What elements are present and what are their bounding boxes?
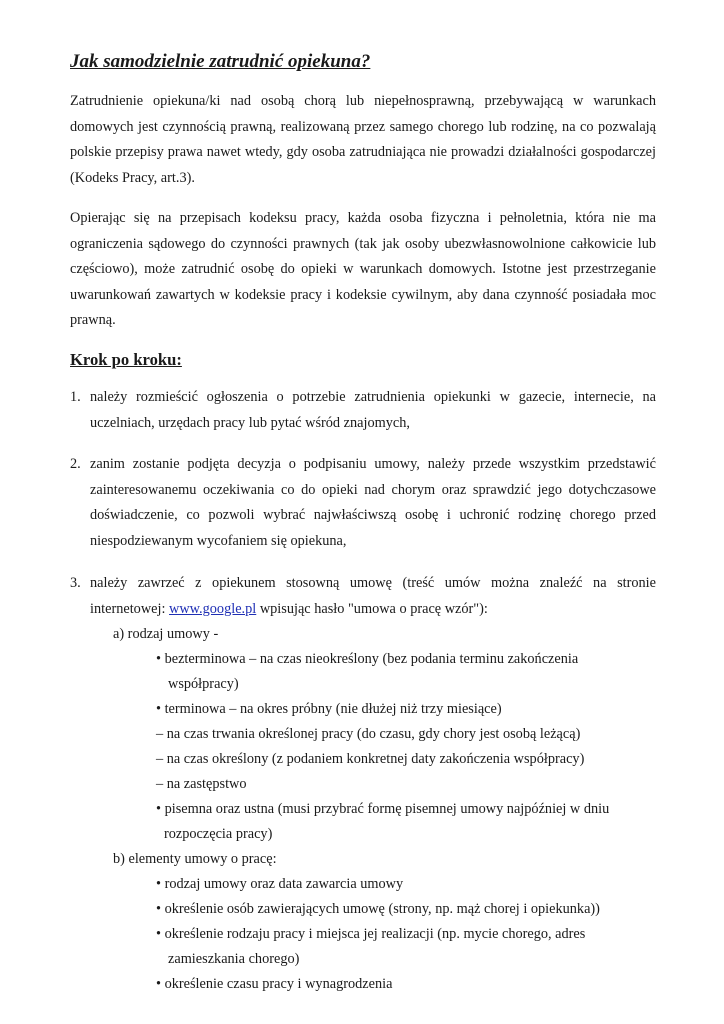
step-item [70, 452, 656, 554]
document-title: Jak samodzielnie zatrudnić opiekuna? [70, 51, 371, 72]
contract-type-item: • terminowa – na okres próbny (nie dłużej niż trzy miesiące) [156, 701, 502, 717]
contract-type-item: • pisemna oraz ustna (musi przybrać formę pisemnej umowy najpóźniej w dniu [156, 801, 610, 817]
paragraph-intro: Zatrudnienie opiekuna/ki nad osobą chorą lub niepełnosprawną, przebywającą w warunkach domowych jest czynnością prawną, realizowaną przez samego chorego lub rodzinę, na co pozwalają polskie przepisy prawa nawet wtedy, gdy osoba zatrudniająca nie prowadzi działalności gospodarczej (Kodeks Pracy, art.3). [70, 93, 656, 186]
contract-type-item: – na czas trwania określonej pracy (do czasu, gdy chory jest osobą leżącą) [156, 726, 581, 742]
contract-element-item: • określenie czasu pracy i wynagrodzenia [156, 976, 393, 992]
steps-heading: Krok po kroku: [70, 350, 182, 369]
step-number: 1. [70, 389, 81, 405]
step-number: 2. [70, 456, 81, 472]
contract-type-item: • bezterminowa – na czas nieokreślony (bez podania terminu zakończenia [156, 651, 579, 667]
step-text: zanim zostanie podjęta decyzja o podpisaniu umowy, należy przede wszystkim przedstawić zainteresowanemu oczekiwania co do opieki nad chorym oraz sprawdzić jego dotychczasowe doświadczenie, co pozwoli wybrać najwłaściwszą osobę i uchronić rodzinę chorego przed niespodziewanym wycofaniem się opiekuna, [90, 456, 656, 549]
contract-element-item-continuation: zamieszkania chorego) [168, 951, 300, 967]
contract-elements-label: b) elementy umowy o pracę: [113, 851, 277, 867]
contract-type-item: – na czas określony (z podaniem konkretnej daty zakończenia współpracy) [156, 751, 585, 767]
contract-element-item: • określenie rodzaju pracy i miejsca jej realizacji (np. mycie chorego, adres [156, 926, 586, 942]
google-link[interactable]: www.google.pl [169, 600, 257, 617]
contract-type-item: – na zastępstwo [156, 776, 247, 792]
step-number: 3. [70, 575, 81, 591]
contract-type-label: a) rodzaj umowy - [113, 626, 219, 642]
step-text: należy rozmieścić ogłoszenia o potrzebie zatrudnienia opiekunki w gazecie, internecie, na uczelniach, urzędach pracy lub pytać wśród znajomych, [90, 389, 656, 431]
contract-type-item-continuation: współpracy) [168, 676, 239, 692]
paragraph-legal-basis: Opierając się na przepisach kodeksu pracy, każda osoba fizyczna i pełnoletnia, która nie ma ograniczenia sądowego do czynności prawnych (tak jak osoby ubezwłasnowolnione całkowicie lub częściowo), może zatrudnić osobę do opieki w warunkach domowych. Istotne jest przestrzeganie uwarunkowań zawartych w kodeksie pracy i kodeksie cywilnym, aby dana czynność posiadała moc prawną. [70, 210, 656, 328]
contract-element-item: • określenie osób zawierających umowę (strony, np. mąż chorej i opiekunka)) [156, 901, 600, 917]
contract-element-item: • rodzaj umowy oraz data zawarcia umowy [156, 876, 404, 892]
step-text [90, 571, 656, 622]
step-item [70, 571, 656, 622]
contract-type-item-continuation: rozpoczęcia pracy) [164, 826, 273, 842]
step-item [70, 385, 656, 436]
step-text-before-link: należy zawrzeć z opiekunem stosowną umowę (treść umów można znaleźć na stronie internetowej: [90, 575, 656, 617]
step-text-after-link: wpisując hasło "umowa o pracę wzór"): [256, 600, 488, 617]
